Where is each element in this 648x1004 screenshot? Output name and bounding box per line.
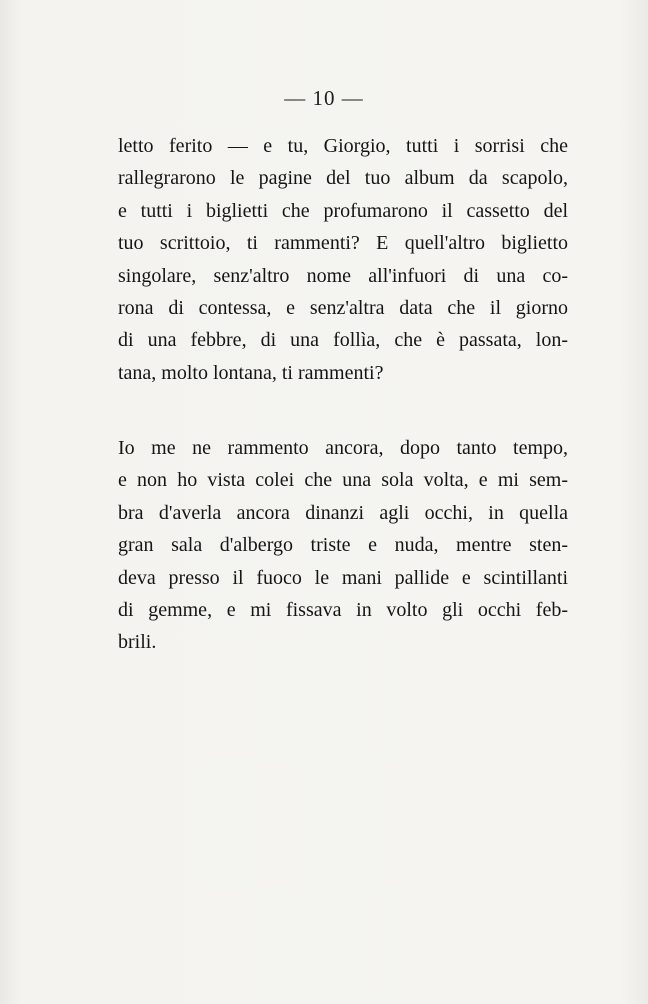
text-line: tana, molto lontana, ti rammenti? [118,361,384,384]
text-line: e tutti i biglietti che profumarono il cassetto del [118,199,568,222]
text-line: rona di contessa, e senz'altra data che il giorno [118,296,568,319]
text-line: di gemme, e mi fissava in volto gli occhi feb- [118,598,568,621]
text-line: rallegrarono le pagine del tuo album da scapolo, [118,167,568,190]
page-number: — 10 — [284,86,364,110]
paragraph-1 [118,130,568,389]
text-line: Io me ne rammento ancora, dopo tanto tempo, [118,437,568,459]
text-line: singolare, senz'altro nome all'infuori di una co- [118,264,568,287]
text-line: brili. [118,631,157,654]
text-line: tuo scrittoio, ti rammenti? E quell'altro biglietto [118,232,568,255]
text-line: letto ferito — e tu, Giorgio, tutti i sorrisi che [118,135,568,157]
text-line: e non ho vista colei che una sola volta, e mi sem- [118,469,568,492]
text-line: deva presso il fuoco le mani pallide e scintillanti [118,566,568,589]
text-line: di una febbre, di una follìa, che è passata, lon- [118,329,568,352]
text-line: gran sala d'albergo triste e nuda, mentre sten- [118,534,568,557]
text-line: bra d'averla ancora dinanzi agli occhi, in quella [118,501,568,524]
paragraph-2 [118,432,568,659]
